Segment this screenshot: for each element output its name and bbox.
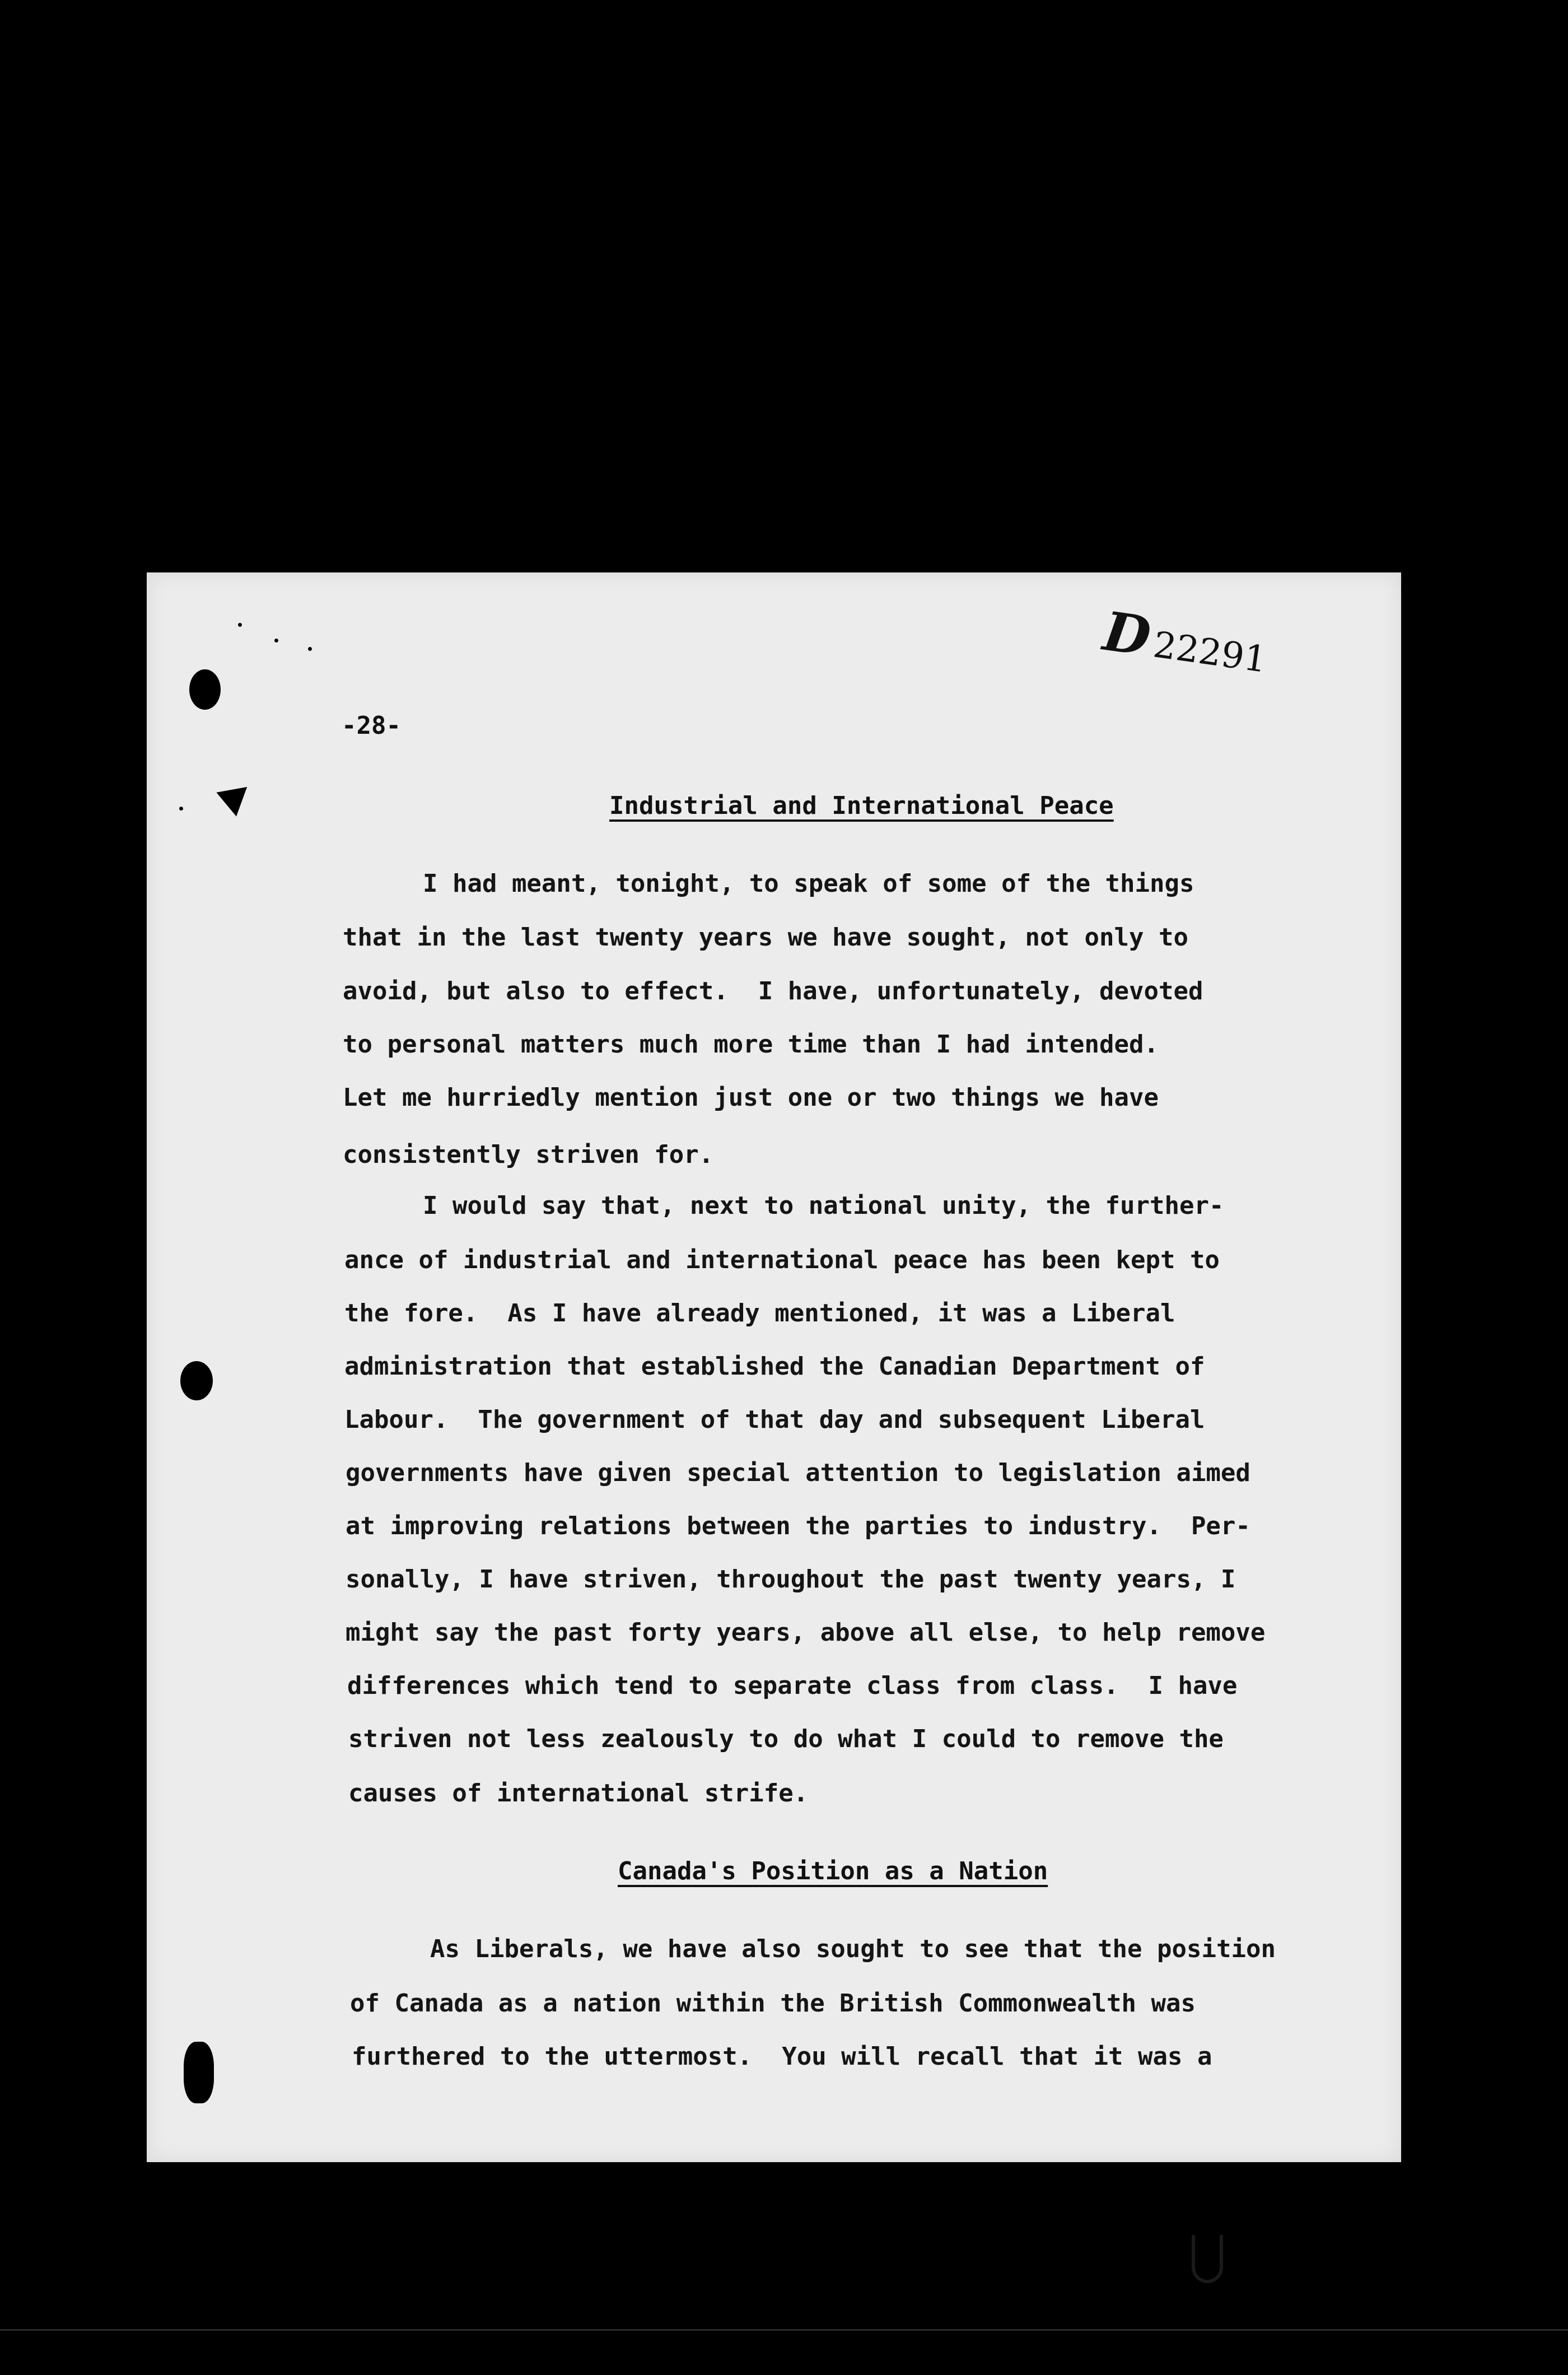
body-line: governments have given special attention to legislation aimed [346,1459,1250,1487]
body-line: to personal matters much more time than I had intended. [343,1030,1159,1059]
body-line: I would say that, next to national unity, the further- [423,1191,1224,1220]
body-line: consistently striven for. [343,1140,714,1169]
section-heading: Industrial and International Peace [609,791,1114,820]
speck-mark [238,623,242,627]
speck-mark [274,639,278,642]
body-line: might say the past forty years, above all else, to help remove [346,1618,1266,1647]
body-line: of Canada as a nation within the British Commonwealth was [350,1989,1196,2018]
body-line: administration that established the Canadian Department of [344,1352,1205,1381]
body-line: I had meant, tonight, to speak of some of the things [423,869,1194,898]
ink-mark [1192,2235,1223,2283]
archive-stamp-prefix: D [1099,599,1155,669]
body-line: differences which tend to separate class from class. I have [347,1671,1238,1700]
body-line: causes of international strife. [348,1779,809,1808]
body-line: at improving relations between the parties to industry. Per- [346,1512,1250,1540]
binder-hole-top [189,669,221,710]
body-line: sonally, I have striven, throughout the past twenty years, I [346,1565,1236,1594]
body-line: Let me hurriedly mention just one or two things we have [343,1083,1159,1112]
body-line: avoid, but also to effect. I have, unfortunately, devoted [343,977,1203,1005]
speck-mark [308,647,312,651]
binder-hole-middle [180,1361,213,1400]
body-line: striven not less zealously to do what I could to remove the [348,1725,1224,1753]
film-edge-rule [0,2329,1568,2331]
body-line: Labour. The government of that day and subsequent Liberal [344,1405,1205,1434]
body-line: ance of industrial and international peace has been kept to [344,1246,1220,1274]
body-line: furthered to the uttermost. You will recall that it was a [352,2042,1212,2071]
body-line: the fore. As I have already mentioned, it was a Liberal [344,1299,1175,1328]
binder-hole-bottom [184,2042,214,2103]
speck-mark [179,807,183,811]
body-line: that in the last twenty years we have sought, not only to [343,923,1188,952]
archive-stamp-digits: 22291 [1150,624,1270,682]
page-number: -28- [342,711,401,740]
body-line: As Liberals, we have also sought to see that the position [430,1935,1276,1963]
section-heading: Canada's Position as a Nation [618,1857,1048,1885]
